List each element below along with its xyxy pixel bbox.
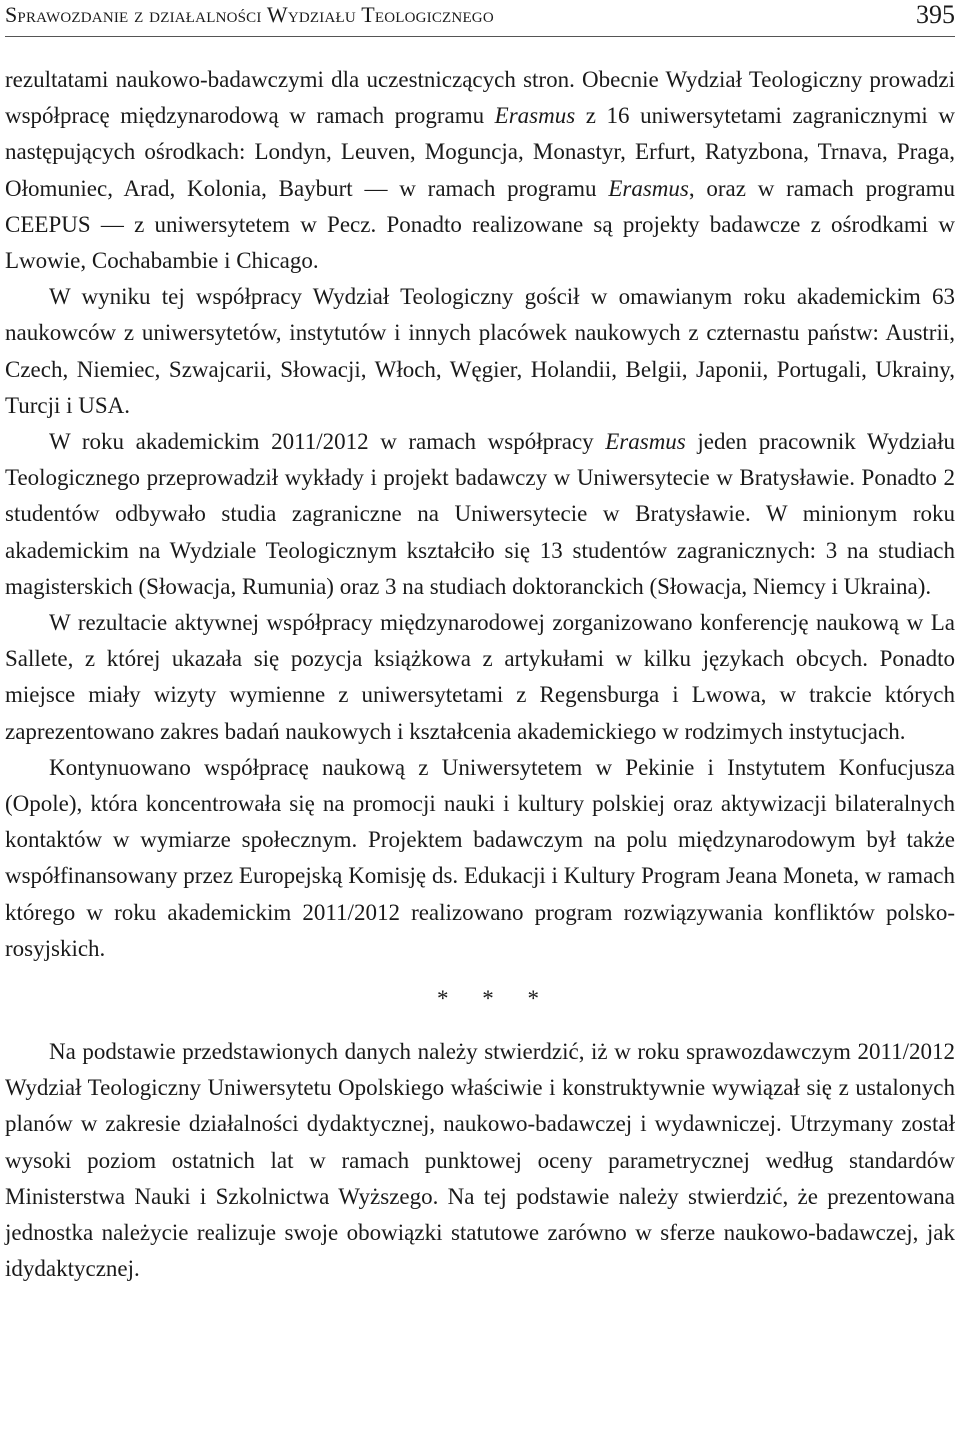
paragraph-3: [5, 424, 955, 605]
section-separator: * * *: [437, 986, 553, 1012]
erasmus-italic: Erasmus: [608, 175, 689, 201]
paragraph-3-part-2: jeden pracownik Wydziału Teologicznego przeprowadził wykłady i projekt badawczy w Uniwersytecie w Bratysławie. Ponadto 2 studentów odbywało studia zagraniczne na Uniwersytecie w Bratysławie. W minionym roku akademickim na Wydziale Teologicznym kształciło się 13 studentów zagranicznych: 3 na studiach magisterskich (Słowacja, Rumunia) oraz 3 na studiach doktoranckich (Słowacja, Niemcy i Ukraina).: [5, 429, 955, 599]
erasmus-italic: Erasmus: [605, 429, 686, 455]
page-number: 395: [916, 0, 955, 29]
running-title: Sprawozdanie z działalności Wydziału Teologicznego: [5, 2, 494, 27]
conclusion-paragraph: Na podstawie przedstawionych danych należy stwierdzić, iż w roku sprawozdawczym 2011/2012 Wydział Teologiczny Uniwersytetu Opolskiego właściwie i konstruktywnie wywiązał się z ustalonych planów w zakresie działalności dydaktycznej, naukowo-badawczej i wydawniczej. Utrzymany został wysoki poziom ostatnich lat w ramach punktowej oceny parametrycznej według standardów Ministerstwa Nauki i Szkolnictwa Wyższego. Na tej podstawie należy stwierdzić, że prezentowana jednostka należycie realizuje swoje obowiązki statutowe zarówno w sferze naukowo-badawczej, jak idydaktycznej.: [5, 1039, 955, 1282]
running-header: [5, 0, 955, 37]
paragraph-1-part-1: rezultatami naukowo-badawczymi dla uczestniczących stron. Obecnie Wydział Teologiczny prowadzi współpracę międzynarodową w ramach programu: [5, 67, 955, 129]
paragraph-1: [5, 62, 955, 279]
paragraph-5: Kontynuowano współpracę naukową z Uniwersytetem w Pekinie i Instytutem Konfucjusza (Opole), która koncentrowała się na promocji nauki i kultury polskiej oraz aktywizacji bilateralnych kontaktów w wymiarze społecznym. Projektem badawczym na polu międzynarodowym był także współfinansowany przez Europejską Komisję ds. Edukacji i Kultury Program Jeana Moneta, w ramach którego w roku akademickim 2011/2012 realizowano program rozwiązywania konfliktów polsko-rosyjskich.: [5, 754, 955, 961]
paragraph-4: W rezultacie aktywnej współpracy międzynarodowej zorganizowano konferencję naukową w La Sallete, z której ukazała się pozycja książkowa z artykułami w kilku językach obcych. Ponadto miejsce miały wizyty wymienne z uniwersytetami z Regensburga i Lwowa, w trakcie których zaprezentowano zakres badań naukowych i kształcenia akademickiego w rodzimych instytucjach.: [5, 610, 955, 744]
paragraph-2: W wyniku tej współpracy Wydział Teologiczny gościł w omawianym roku akademickim 63 naukowców z uniwersytetów, instytutów i innych placówek naukowych z czternastu państw: Austrii, Czech, Niemiec, Szwajcarii, Słowacji, Włoch, Węgier, Holandii, Belgii, Japonii, Portugali, Ukrainy, Turcji i USA.: [5, 284, 955, 418]
body-text: [5, 62, 955, 1288]
document-page: [5, 0, 955, 1288]
erasmus-italic: Erasmus: [494, 103, 576, 129]
paragraph-3-part-1: W roku akademickim 2011/2012 w ramach współpracy: [49, 429, 606, 455]
paragraph-1-part-2: z 16 uniwersytetami zagranicznymi w następujących ośrodkach: Londyn, Leuven, Moguncja, Monastyr, Erfurt, Ratyzbona, Trnava, Praga, Ołomuniec, Arad, Kolonia, Bayburt — w ramach programu: [5, 103, 955, 201]
paragraph-1-part-3: , oraz w ramach programu CEEPUS — z uniwersytetem w Pecz. Ponadto realizowane są projekty badawcze z ośrodkami w Lwowie, Cochabambie i Chicago.: [5, 175, 956, 274]
